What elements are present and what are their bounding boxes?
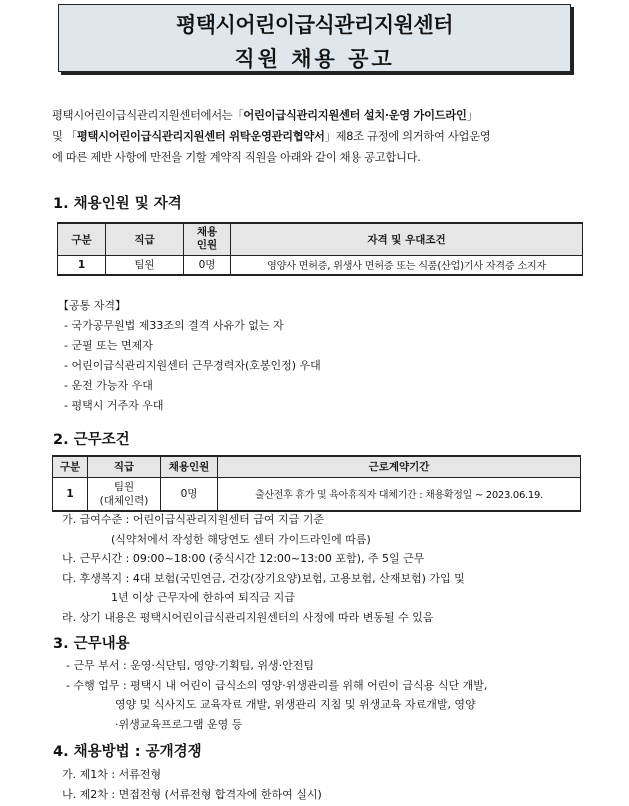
common-qualifications [58,296,321,416]
table-header: 구분 [53,456,88,477]
table-header: 채용인원 [161,456,218,477]
page-subtitle: 직원 채용 공고 [234,47,395,71]
table-cell: 1 [58,255,106,275]
list-item: 나. 제2차 : 면접전형 (서류전형 합격자에 한하여 실시) [62,787,322,801]
table-header: 직급 [106,223,184,255]
table-header: 직급 [88,456,161,477]
intro-line-3: 에 따른 제반 사항에 만전을 기할 계약직 직원을 아래와 같이 채용 공고합니다. [52,151,421,164]
table-row [58,255,583,275]
table-header: 자격 및 우대조건 [231,223,583,255]
list-item: 나. 근무시간 : 09:00~18:00 (중식시간 12:00~13:00 포함), 주 5일 근무 [62,552,425,565]
table-cell: 1 [53,477,88,511]
list-title: 【공통 자격】 [58,299,127,312]
list-item: - 어린이급식관리지원센터 근무경력자(호봉인정) 우대 [64,359,321,372]
list-item: 가. 제1차 : 서류전형 [62,768,162,781]
list-item: - 평택시 거주자 우대 [64,399,164,412]
table-header: 근로계약기간 [218,456,581,477]
section2-heading: 2. 근무조건 [53,432,130,448]
list-item: - 군필 또는 면제자 [64,339,153,352]
table-row [53,477,581,511]
section4-heading: 4. 채용방법 : 공개경쟁 [53,744,202,760]
section3-heading: 3. 근무내용 [53,636,130,652]
section1-heading: 1. 채용인원 및 자격 [53,196,182,212]
table-cell: 출산전후 휴가 및 육아휴직자 대체기간 : 채용확정일 ~ 2023.06.19. [218,477,581,511]
table-header: 구분 [58,223,106,255]
table-cell: 영양사 면허증, 위생사 면허증 또는 식품(산업)기사 자격증 소지자 [231,255,583,275]
work-conditions [62,510,465,627]
list-item: 1년 이상 근무자에 한하여 퇴직금 지급 [62,591,295,604]
table-cell-rank: 팀원 (대체인력) [88,477,161,511]
title-box [58,4,571,72]
list-item: - 수행 업무 : 평택시 내 어린이 급식소의 영양·위생관리를 위해 어린이 급식용 식단 개발, [66,678,488,692]
table-cell: 0명 [161,477,218,511]
hiring-method [62,765,322,804]
intro-line-2: 및 「평택시어린이급식관리지원센터 위탁운영관리협약서」제8조 규정에 의거하여 사업운영 [52,129,491,143]
table-header: 채용 인원 [184,223,231,255]
work-content [66,656,487,734]
qualification-table [57,222,583,276]
page-title: 평택시어린이급식관리지원센터 [175,13,453,37]
intro-paragraph [52,105,602,168]
list-item: ·위생교육프로그램 운영 등 [66,717,243,731]
list-item: - 국가공무원법 제33조의 결격 사유가 없는 자 [64,319,284,332]
table-cell: 0명 [184,255,231,275]
list-item: 영양 및 식사지도 교육자료 개발, 위생관리 지침 및 위생교육 자료개발, 영양 [66,698,476,711]
list-item: (식약처에서 작성한 해당연도 센터 가이드라인에 따름) [62,532,371,546]
table-cell: 팀원 [106,255,184,275]
list-item: - 운전 가능자 우대 [64,379,153,392]
work-condition-table [52,455,581,512]
intro-line-1: 평택시어린이급식관리지원센터에서는「어린이급식관리지원센터 설치·운영 가이드라인」 [52,108,478,122]
list-item: 라. 상기 내용은 평택시어린이급식관리지원센터의 사정에 따라 변동될 수 있음 [62,610,434,624]
list-item: - 근무 부서 : 운영·식단팀, 영양·기획팀, 위생·안전팀 [66,659,315,672]
list-item: 다. 후생복지 : 4대 보험(국민연금, 건강(장기요양)보험, 고용보험, 산재보험) 가입 및 [62,571,465,585]
list-item: 가. 급여수준 : 어린이급식관리지원센터 급여 지급 기준 [62,513,324,526]
